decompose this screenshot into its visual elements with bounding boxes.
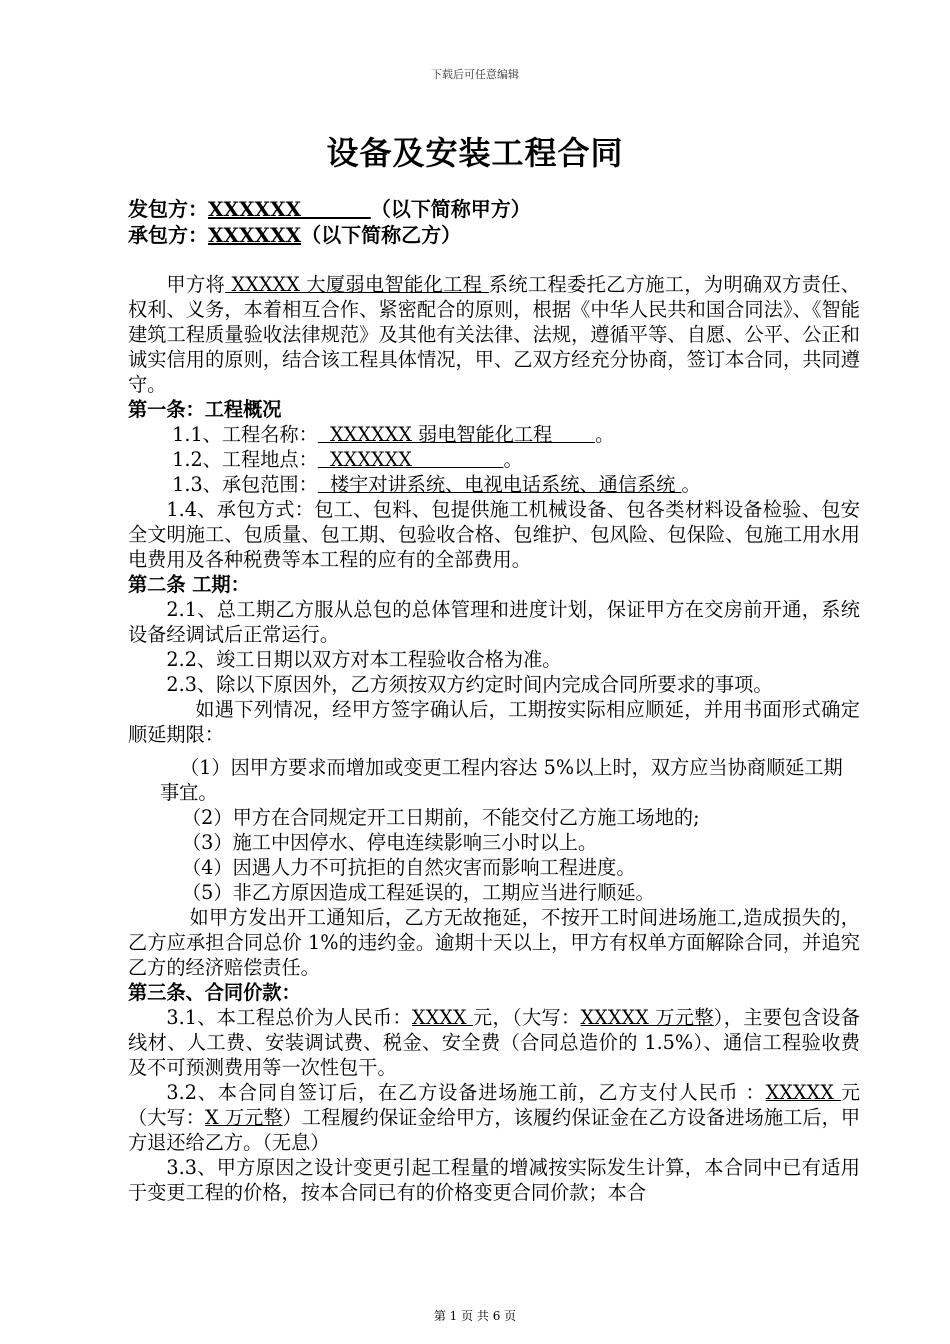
party-b-suffix: （以下简称乙方） bbox=[301, 223, 462, 247]
clause-3-1: 3.1、本工程总价为人民币：XXXX 元，（大写：XXXXX 万元整），主要包含设备线材、人工费、安装调试费、税金、安全费（合同总造价的 1.5%）、通信工程验收费及不可预测费用等一次性包干。 bbox=[128, 1006, 860, 1079]
party-a-line bbox=[128, 196, 860, 222]
delay-item-3: （3）施工中因停水、停电连续影响三小时以上。 bbox=[182, 831, 598, 854]
clause-1-3: 1.3、承包范围： 楼宇对讲系统、电视电话系统、通信系统 。 bbox=[172, 473, 701, 496]
clause-3-2: 3.2、本合同自签订后，在乙方设备进场施工前，乙方支付人民币 ：XXXXX 元（大写：X 万元整）工程履约保证金给甲方，该履约保证金在乙方设备进场施工后，甲方退还给乙方。（无息） bbox=[128, 1081, 861, 1154]
deposit-amount-words: X 万元整 bbox=[205, 1106, 283, 1129]
clause-1-4: 1.4、承包方式：包工、包料、包提供施工机械设备、包各类材料设备检验、包安全文明施工、包质量、包工期、包验收合格、包维护、包风险、包保险、包施工用水用电费用及各种税费等本工程的应有的全部费用。 bbox=[128, 498, 860, 571]
party-a-label: 发包方： bbox=[128, 197, 208, 221]
section-1-title: 第一条：工程概况 bbox=[128, 398, 282, 421]
header-note: 下载后可任意编辑 bbox=[431, 68, 519, 81]
deposit-amount: XXXXX bbox=[765, 1081, 841, 1104]
page-footer: 第 1 页 共 6 页 bbox=[433, 1309, 517, 1323]
party-a-name: XXXXXX bbox=[208, 197, 302, 221]
total-amount: XXXX bbox=[411, 1006, 473, 1029]
document-title: 设备及安装工程合同 bbox=[326, 134, 624, 172]
delay-item-5: （5）非乙方原因造成工程延误的，工期应当进行顺延。 bbox=[182, 881, 655, 904]
intro-paragraph: 甲方将 XXXXX 大厦弱电智能化工程 系统工程委托乙方施工，为明确双方责任、权利、义务，本着相互合作、紧密配合的原则，根据《中华人民共和国合同法》、《智能建筑工程质量验收法律规范》及其他有关法律、法规，遵循平等、自愿、公平、公正和诚实信用的原则，结合该工程具体情况，甲、乙双方经充分协商，签订本合同，共同遵守。 bbox=[128, 273, 860, 396]
clause-1-2: 1.2、工程地点： XXXXXX 。 bbox=[172, 448, 523, 471]
clause-1-1: 1.1、工程名称： XXXXXX 弱电智能化工程 。 bbox=[172, 423, 615, 446]
delay-item-1: （1）因甲方要求而增加或变更工程内容达 5%以上时，双方应当协商顺延工期事宜。 bbox=[160, 756, 843, 804]
party-b-label: 承包方： bbox=[128, 223, 208, 247]
delay-penalty-paragraph: 如甲方发出开工通知后，乙方无故拖延，不按开工时间进场施工,造成损失的，乙方应承担合同总价 1%的违约金。逾期十天以上，甲方有权单方面解除合同，并追究乙方的经济赔偿责任。 bbox=[128, 906, 860, 979]
clause-2-3-extension: 如遇下列情况，经甲方签字确认后，工期按实际相应顺延，并用书面形式确定顺延期限： bbox=[128, 698, 860, 746]
clause-2-2: 2.2、竣工日期以双方对本工程验收合格为准。 bbox=[166, 648, 562, 671]
project-name: XXXXX 大厦弱电智能化工程 bbox=[225, 273, 489, 296]
delay-item-2: （2）甲方在合同规定开工日期前，不能交付乙方施工场地的; bbox=[182, 806, 700, 829]
clause-3-3: 3.3、甲方原因之设计变更引起工程量的增减按实际发生计算，本合同中已有适用于变更工程的价格，按本合同已有的价格变更合同价款；本合 bbox=[128, 1156, 860, 1204]
section-3-title: 第三条、合同价款： bbox=[128, 981, 301, 1004]
party-b-line bbox=[128, 222, 860, 248]
party-b-name: XXXXXX bbox=[208, 223, 302, 247]
clause-2-1: 2.1、总工期乙方服从总包的总体管理和进度计划，保证甲方在交房前开通，系统设备经调试后正常运行。 bbox=[128, 598, 860, 646]
total-amount-words: XXXXX 万元整 bbox=[580, 1006, 714, 1029]
contract-body bbox=[128, 196, 860, 1205]
clause-2-3: 2.3、除以下原因外，乙方须按双方约定时间内完成合同所要求的事项。 bbox=[166, 673, 773, 696]
party-a-suffix: （以下简称甲方） bbox=[370, 197, 531, 221]
section-2-title: 第二条 工期： bbox=[128, 573, 250, 596]
delay-item-4: （4）因遇人力不可抗拒的自然灾害而影响工程进度。 bbox=[182, 856, 636, 879]
